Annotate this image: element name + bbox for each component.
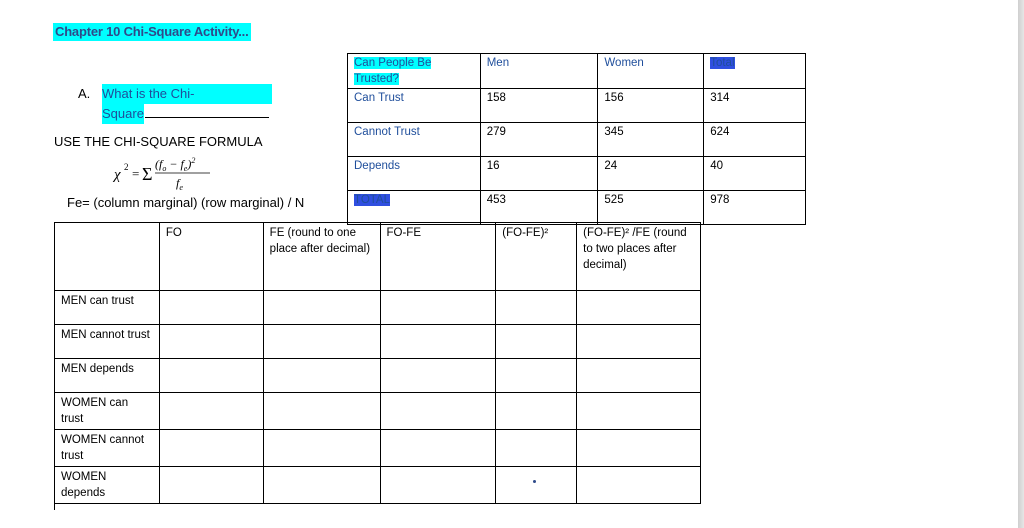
cell-value: 525: [598, 191, 704, 225]
table-row: [55, 467, 701, 504]
row-label: WOMEN can trust: [55, 393, 160, 430]
header-cell-women: Women: [598, 54, 704, 89]
row-label: TOTAL: [348, 191, 481, 225]
text-cursor: [54, 491, 55, 510]
answer-cell[interactable]: [380, 467, 496, 504]
header-cell-men: Men: [480, 54, 598, 89]
header-cell-blank: [55, 223, 160, 291]
answer-cell[interactable]: [380, 430, 496, 467]
answer-cell[interactable]: [577, 393, 701, 430]
page-edge: [1018, 0, 1024, 528]
formula-numerator: $(f_o - f_e)^2$: [155, 156, 196, 173]
question-letter: A.: [78, 86, 91, 101]
answer-cell[interactable]: [496, 359, 577, 393]
row-label: MEN depends: [55, 359, 160, 393]
answer-cell[interactable]: [263, 325, 380, 359]
answer-cell[interactable]: [263, 393, 380, 430]
answer-cell[interactable]: [263, 430, 380, 467]
row-label: Depends: [348, 157, 481, 191]
answer-cell[interactable]: [577, 359, 701, 393]
formula-equals: =: [132, 166, 140, 181]
answer-cell[interactable]: [159, 393, 263, 430]
contingency-table: [347, 53, 806, 225]
cell-value: 978: [704, 191, 806, 225]
stray-mark: [533, 480, 536, 483]
answer-cell[interactable]: [380, 325, 496, 359]
use-formula-heading: USE THE CHI-SQUARE FORMULA: [54, 134, 263, 149]
answer-cell[interactable]: [496, 467, 577, 504]
answer-cell[interactable]: [577, 291, 701, 325]
table-row: [348, 157, 806, 191]
expected-frequency-formula: Fe= (column marginal) (row marginal) / N: [67, 195, 305, 210]
question-text-line2: Square: [102, 104, 144, 124]
answer-cell[interactable]: [159, 467, 263, 504]
chi-square-work-table: [54, 222, 701, 504]
answer-cell[interactable]: [496, 291, 577, 325]
cell-value: 156: [598, 89, 704, 123]
cell-value: 24: [598, 157, 704, 191]
header-cell-question: Can People Be Trusted?: [348, 54, 481, 89]
formula-sum: Σ: [142, 164, 153, 184]
answer-cell[interactable]: [159, 359, 263, 393]
table-row: [55, 325, 701, 359]
answer-cell[interactable]: [577, 430, 701, 467]
answer-cell[interactable]: [496, 430, 577, 467]
answer-cell[interactable]: [159, 325, 263, 359]
formula-exp: 2: [191, 156, 196, 165]
answer-cell[interactable]: [577, 325, 701, 359]
chi-square-formula: [112, 154, 222, 194]
cell-value: 453: [480, 191, 598, 225]
header-cell-fe: FE (round to one place after decimal): [263, 223, 380, 291]
cell-value: 345: [598, 123, 704, 157]
answer-cell[interactable]: [263, 359, 380, 393]
cell-value: 624: [704, 123, 806, 157]
table-row: [55, 393, 701, 430]
cell-value: 314: [704, 89, 806, 123]
row-label: WOMEN depends: [55, 467, 160, 504]
row-label: WOMEN cannot trust: [55, 430, 160, 467]
table-row: [55, 430, 701, 467]
answer-cell[interactable]: [496, 393, 577, 430]
answer-blank-line[interactable]: [145, 117, 269, 118]
header-cell-fo-fe: FO-FE: [380, 223, 496, 291]
table-row: [348, 89, 806, 123]
contingency-header-row: [348, 54, 806, 89]
row-label: MEN cannot trust: [55, 325, 160, 359]
answer-cell[interactable]: [380, 291, 496, 325]
answer-cell[interactable]: [577, 467, 701, 504]
table-row: [348, 191, 806, 225]
work-header-row: [55, 223, 701, 291]
formula-sub-o: o: [162, 164, 167, 173]
header-cell-fo-fe-squared: (FO-FE)²: [496, 223, 577, 291]
table-row: [348, 123, 806, 157]
cell-value: 16: [480, 157, 598, 191]
row-label: MEN can trust: [55, 291, 160, 325]
answer-cell[interactable]: [263, 291, 380, 325]
formula-sub-e2: e: [179, 183, 183, 192]
answer-cell[interactable]: [159, 291, 263, 325]
answer-cell[interactable]: [496, 325, 577, 359]
cell-value: 40: [704, 157, 806, 191]
formula-denominator: $f_e$: [176, 176, 183, 192]
formula-chi-exp: 2: [124, 162, 129, 172]
answer-cell[interactable]: [380, 393, 496, 430]
answer-cell[interactable]: [380, 359, 496, 393]
formula-chi: χ: [114, 167, 121, 183]
cell-value: 158: [480, 89, 598, 123]
row-label: Can Trust: [348, 89, 481, 123]
answer-cell[interactable]: [263, 467, 380, 504]
answer-cell[interactable]: [159, 430, 263, 467]
cell-value: 279: [480, 123, 598, 157]
header-cell-fo: FO: [159, 223, 263, 291]
question-text-line1: What is the Chi-: [102, 84, 272, 104]
header-cell-chi-component: (FO-FE)² /FE (round to two places after decimal): [577, 223, 701, 291]
table-row: [55, 359, 701, 393]
table-row: [55, 291, 701, 325]
page-title: Chapter 10 Chi-Square Activity...: [55, 24, 249, 39]
row-label: Cannot Trust: [348, 123, 481, 157]
formula-sub-e1: e: [183, 164, 188, 173]
header-cell-total: Total: [704, 54, 806, 89]
